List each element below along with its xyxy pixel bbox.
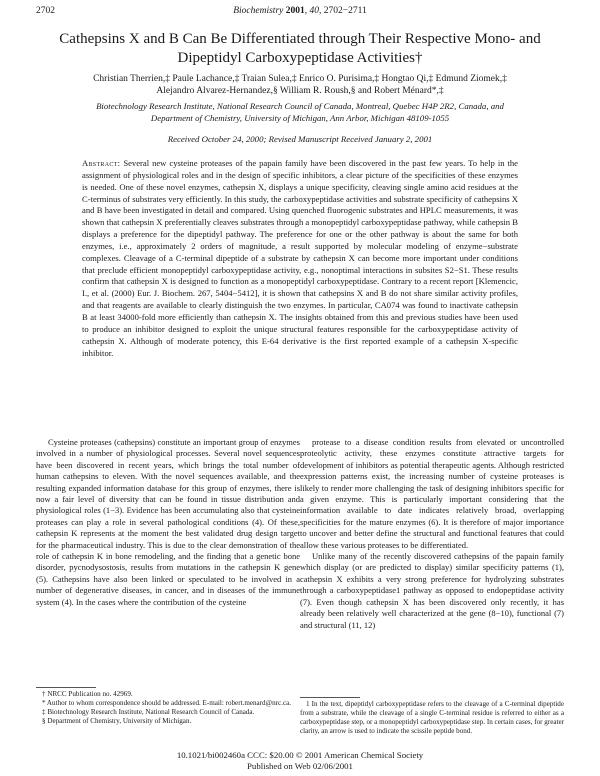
footnote-divider: [300, 697, 360, 698]
affiliation-line-2: Department of Chemistry, University of Michigan, Ann Arbor, Michigan 48109-1055: [150, 112, 450, 123]
authors-line-2: Alejandro Alvarez-Hernandez,§ William R. Roush,§ and Robert Ménard*,‡: [156, 86, 444, 96]
abstract-line: than cathepsin X. The insights obtained from this and previous studies have been used to produce an: [82, 311, 518, 334]
abstract-line: years. To help in the assignment of physiological roles and in the design of specific inhibitors, a clear: [82, 158, 518, 180]
title-line-1: Cathepsins X and B Can Be Differentiated through Their Respective Mono- and: [59, 31, 541, 47]
author-list: [60, 73, 540, 97]
publication-date-line: Published on Web 02/06/2001: [247, 761, 353, 771]
body-column-right: [300, 437, 564, 631]
journal-year: 2001: [285, 6, 305, 16]
footnote-divider: [36, 687, 96, 688]
abstract-line: monopeptidyl carboxypeptidase activity, e.g., nonoptimal interactions in subsites S2−S1. These results: [160, 264, 518, 275]
abstract-line: picture of the specificities of these enzymes is needed. One of these novel enzymes, cathepsin X, displays: [82, 169, 519, 192]
abstract-line: report [Klemencic, I., et al. (2000) Eur. J. Biochem. 267, 5404−5412], it is shown that cathepsins X and: [82, 276, 518, 299]
abstract-line: B do not share similar activity profiles, and that reagents are available to clearly distinguish the two: [82, 288, 518, 311]
abstract-line: pathway, while cathepsin B displays a preference for the dipeptidyl pathway. The preference for one or: [82, 217, 518, 240]
abstract-line: was shown that cathepsin X preferentially cleaves substrates through a monopeptidyl carboxypeptidase: [82, 205, 519, 228]
doi-copyright-line: 10.1021/bi002460a CCC: $20.00 © 2001 American Chemical Society: [176, 750, 424, 760]
abstract-line: supported by molecular modeling of enzyme−substrate complexes. Cleavage of a C-terminal dipeptide: [82, 240, 518, 263]
article-title: [40, 30, 560, 68]
abstract-line: of a substrate by cathepsin X can become more important under conditions that preclude efficient: [82, 252, 519, 275]
abstract-line: a unique specificity, cleaving single amino acid residues at the C-terminus of substrates very efficiently.: [82, 181, 519, 204]
footnote: § Department of Chemistry, University of Michigan.: [42, 717, 192, 725]
journal-volume: 40: [309, 6, 319, 16]
abstract-line: confirm that cathepsin X is designed to function as a monopeptidyl carboxypeptidase. Contrary to a recent: [82, 276, 451, 287]
footnotes-right: [300, 700, 564, 736]
footnote: 1 In the text, dipeptidyl carboxypeptidase refers to the cleavage of a C-terminal dipeptide from a substrate, while the cleavage of a single C-terminal residue is referred to either as a carboxypeptidase step, or a monopeptidyl carboxypeptidase step. In certain cases, for greater clarity, an arrow is used to indicate the scissile peptide bond.: [300, 700, 564, 735]
body-column-left: [36, 437, 300, 608]
abstract-line: In this study, the carboxypeptidase activities and substrate specificity of cathepsins X and B have been: [82, 193, 519, 216]
journal-pages: 2702−2711: [323, 6, 367, 16]
title-line-2: Dipeptidyl Carboxypeptidase Activities†: [177, 50, 423, 66]
affiliations: [50, 101, 550, 124]
abstract-line: inhibitor designed to exploit the unique structural features responsible for the carboxypeptidase activity: [135, 323, 508, 334]
abstract-label: Abstract:: [82, 158, 121, 168]
footnotes-left: [36, 690, 300, 726]
page-number: 2702: [36, 6, 55, 16]
abstract-line: enzymes. In particular, CA074 was found to inactivate cathepsin B at least 34000-fold more efficiently: [82, 300, 518, 322]
authors-line-1: Christian Therrien,‡ Paule Lachance,‡ Traian Sulea,‡ Enrico O. Purisima,‡ Hongtao Qi,‡ Edmund Ziomek,‡: [93, 74, 507, 84]
abstract-line: cathepsin X-specific inhibitor.: [82, 335, 518, 358]
abstract-line: the other pathway is about the same for both enzymes, i.e., approximately 2 orders of magnitude, a result: [82, 229, 518, 251]
footnote: † NRCC Publication no. 42969.: [42, 690, 133, 698]
abstract-line: Several new cysteine proteases of the papain family have been discovered in the past few: [123, 158, 442, 168]
abstract: [82, 158, 518, 359]
body-paragraph: protease to a disease condition results from elevated or uncontrolled proteolytic activity, these enzymes constitute attractive targets for development of inhibitors as potential therapeutic agents. Although restricted expression patterns exist, the increasing number of cysteine proteases is likely to render more challenging the task of designing inhibitors specific for a given enzyme. This is particularly important considering that the information available to date indicates relatively broad, overlapping specificities for the mature enzymes (6). It is therefore of major importance to uncover and better define the structural and functional features that could allow these various proteases to be differentiated.: [300, 437, 564, 550]
footnote: * Author to whom correspondence should be addressed. E-mail: robert.menard@nrc.ca.: [42, 699, 292, 707]
affiliation-line-1: Biotechnology Research Institute, National Research Council of Canada, Montreal, Quebec H4P 2R2, Canada, and: [96, 101, 504, 111]
abstract-line: of cathepsin X. Although of moderate potency, this E-64 derivative is the first reported example of a: [82, 323, 519, 346]
body-paragraph: Cysteine proteases (cathepsins) constitute an important group of enzymes involved in a number of physiological processes. Several novel sequences have been discovered in recent years, which brings the total number of human cathepsins to eleven. With the novel sequences available, and the resulting expanded information database for this group of enzymes, there is now a fair level of diversity that can be found in tissue distribution and physiological roles (1−3). Evidence has been accumulating also that cysteine proteases can play a role in several pathological conditions (4). Of these, cathepsin K represents at the moment the best validated drug design target for the pharmaceutical industry. This is due to the clear demonstration of the role of cathepsin K in bone remodeling, and the finding that a genetic bone disorder, pycnodysostosis, results from mutations in the cathepsin K gene (5). Cathepsins have also been linked or speculated to be involved in a number of degenerative diseases, in cancer, and in diseases of the immune system (4). In the cases where the contribution of the cysteine: [36, 437, 300, 607]
received-dates: Received October 24, 2000; Revised Manuscript Received January 2, 2001: [167, 134, 433, 144]
footnote: ‡ Biotechnology Research Institute, National Research Council of Canada.: [42, 708, 255, 716]
abstract-line: investigated in detail and compared. Using quenched fluorogenic substrates and HPLC measurements, it: [141, 205, 503, 216]
body-paragraph: Unlike many of the recently discovered cathepsins of the papain family which display (or are predicted to display) similar specificity patterns (1), cathepsin X exhibits a very strong preference for hydrolyzing substrates through a carboxypeptidase1 pathway as opposed to endopeptidase activity (7). Even though cathepsin X has been discovered only recently, it has already been relatively well characterized at the gene (8−10), functional (7) and structural (11, 12): [300, 551, 564, 630]
journal-citation: Biochemistry 2001, 40, 2702−2711: [233, 6, 367, 16]
journal-name: Biochemistry: [233, 6, 284, 16]
